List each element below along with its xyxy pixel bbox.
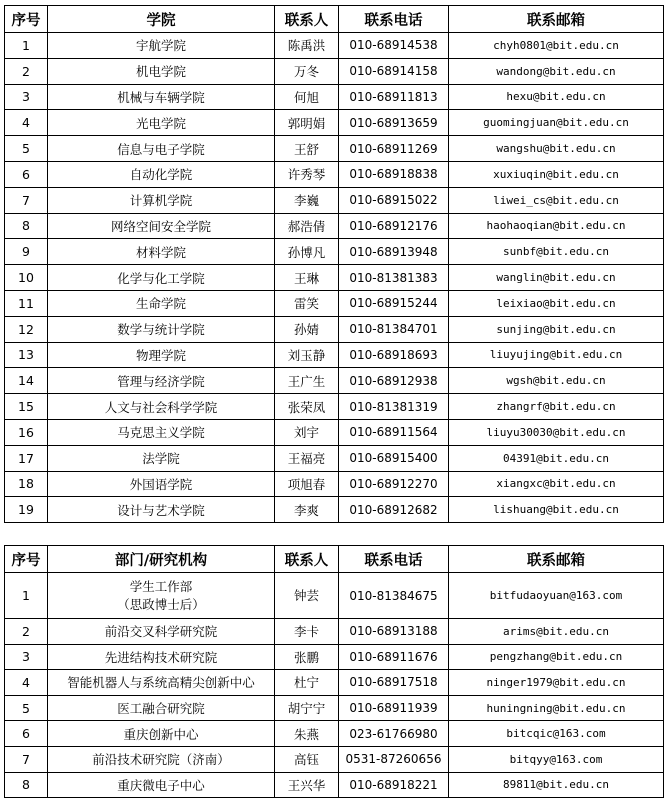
row-index: 11 [5, 290, 48, 316]
table-row [5, 136, 664, 162]
row-name: 信息与电子学院 [48, 136, 275, 162]
row-name: 医工融合研究院 [48, 695, 275, 721]
table-row [5, 187, 664, 213]
row-contact: 王舒 [275, 136, 339, 162]
header-contact: 联系人 [275, 6, 339, 33]
row-email: liuyujing@bit.edu.cn [449, 342, 664, 368]
row-email: wgsh@bit.edu.cn [449, 368, 664, 394]
row-index: 9 [5, 239, 48, 265]
row-name: 外国语学院 [48, 471, 275, 497]
row-name-line2: （思政博士后） [117, 596, 205, 612]
table-row [5, 695, 664, 721]
row-contact: 刘玉静 [275, 342, 339, 368]
row-index: 6 [5, 161, 48, 187]
row-contact: 项旭春 [275, 471, 339, 497]
header-email: 联系邮箱 [449, 6, 664, 33]
row-index: 5 [5, 695, 48, 721]
row-email: sunjing@bit.edu.cn [449, 316, 664, 342]
row-name: 机械与车辆学院 [48, 84, 275, 110]
row-contact: 朱燕 [275, 721, 339, 747]
table-row [5, 772, 664, 798]
row-contact: 郝浩倩 [275, 213, 339, 239]
row-index: 14 [5, 368, 48, 394]
colleges-contact-table [4, 5, 664, 523]
table-row [5, 213, 664, 239]
row-contact: 张荣凤 [275, 394, 339, 420]
row-phone: 023-61766980 [339, 721, 449, 747]
row-email: xuxiuqin@bit.edu.cn [449, 161, 664, 187]
row-index: 17 [5, 445, 48, 471]
row-name: 前沿技术研究院（济南） [48, 746, 275, 772]
row-name: 重庆创新中心 [48, 721, 275, 747]
row-phone: 010-68915022 [339, 187, 449, 213]
row-email: lishuang@bit.edu.cn [449, 497, 664, 523]
row-email: wanglin@bit.edu.cn [449, 265, 664, 291]
row-contact: 雷笑 [275, 290, 339, 316]
row-email: huningning@bit.edu.cn [449, 695, 664, 721]
row-name: 智能机器人与系统高精尖创新中心 [48, 670, 275, 696]
row-phone: 010-68918838 [339, 161, 449, 187]
row-index: 4 [5, 110, 48, 136]
row-phone: 010-68912176 [339, 213, 449, 239]
table-header-row [5, 6, 664, 33]
row-index: 18 [5, 471, 48, 497]
row-index: 8 [5, 772, 48, 798]
row-contact: 陈禹洪 [275, 33, 339, 59]
row-index: 1 [5, 573, 48, 619]
row-contact: 王福亮 [275, 445, 339, 471]
row-email: hexu@bit.edu.cn [449, 84, 664, 110]
row-index: 10 [5, 265, 48, 291]
row-index: 19 [5, 497, 48, 523]
row-contact: 刘宇 [275, 419, 339, 445]
table-row [5, 265, 664, 291]
row-phone: 010-68915400 [339, 445, 449, 471]
row-phone: 010-68913188 [339, 619, 449, 645]
row-index: 6 [5, 721, 48, 747]
row-index: 16 [5, 419, 48, 445]
table-row [5, 445, 664, 471]
table-row [5, 342, 664, 368]
row-phone: 010-68917518 [339, 670, 449, 696]
row-name: 数学与统计学院 [48, 316, 275, 342]
row-phone: 0531-87260656 [339, 746, 449, 772]
row-phone: 010-68913948 [339, 239, 449, 265]
table-row [5, 58, 664, 84]
row-contact: 杜宁 [275, 670, 339, 696]
row-email: chyh0801@bit.edu.cn [449, 33, 664, 59]
row-phone: 010-68911939 [339, 695, 449, 721]
row-name: 物理学院 [48, 342, 275, 368]
row-index: 1 [5, 33, 48, 59]
row-email: wangshu@bit.edu.cn [449, 136, 664, 162]
row-email: sunbf@bit.edu.cn [449, 239, 664, 265]
row-contact: 胡宁宁 [275, 695, 339, 721]
row-email: leixiao@bit.edu.cn [449, 290, 664, 316]
row-contact: 许秀琴 [275, 161, 339, 187]
row-phone: 010-68914538 [339, 33, 449, 59]
row-email: pengzhang@bit.edu.cn [449, 644, 664, 670]
row-index: 15 [5, 394, 48, 420]
row-phone: 010-68911813 [339, 84, 449, 110]
row-name: 重庆微电子中心 [48, 772, 275, 798]
table-row [5, 419, 664, 445]
row-phone: 010-68915244 [339, 290, 449, 316]
row-name: 网络空间安全学院 [48, 213, 275, 239]
row-index: 3 [5, 84, 48, 110]
row-email: haohaoqian@bit.edu.cn [449, 213, 664, 239]
header-index: 序号 [5, 546, 48, 573]
header-department: 部门/研究机构 [48, 546, 275, 573]
header-email: 联系邮箱 [449, 546, 664, 573]
header-contact: 联系人 [275, 546, 339, 573]
row-index: 3 [5, 644, 48, 670]
row-name: 先进结构技术研究院 [48, 644, 275, 670]
row-name: 设计与艺术学院 [48, 497, 275, 523]
row-name: 化学与化工学院 [48, 265, 275, 291]
table-row [5, 471, 664, 497]
row-contact: 孙婧 [275, 316, 339, 342]
table-row [5, 394, 664, 420]
row-email: xiangxc@bit.edu.cn [449, 471, 664, 497]
row-index: 7 [5, 746, 48, 772]
row-index: 5 [5, 136, 48, 162]
row-name: 材料学院 [48, 239, 275, 265]
row-index: 7 [5, 187, 48, 213]
row-contact: 王广生 [275, 368, 339, 394]
row-email: arims@bit.edu.cn [449, 619, 664, 645]
row-email: liuyu30030@bit.edu.cn [449, 419, 664, 445]
row-contact: 郭明娟 [275, 110, 339, 136]
row-contact: 王琳 [275, 265, 339, 291]
row-email: bitfudaoyuan@163.com [449, 573, 664, 619]
table-row [5, 644, 664, 670]
row-phone: 010-68911269 [339, 136, 449, 162]
row-contact: 万冬 [275, 58, 339, 84]
row-contact: 李卡 [275, 619, 339, 645]
table-header-row [5, 546, 664, 573]
row-contact: 王兴华 [275, 772, 339, 798]
header-index: 序号 [5, 6, 48, 33]
row-index: 13 [5, 342, 48, 368]
row-phone: 010-68912270 [339, 471, 449, 497]
row-name: 光电学院 [48, 110, 275, 136]
row-name: 计算机学院 [48, 187, 275, 213]
row-name: 宇航学院 [48, 33, 275, 59]
row-contact: 钟芸 [275, 573, 339, 619]
table-row [5, 161, 664, 187]
row-phone: 010-68912938 [339, 368, 449, 394]
row-email: zhangrf@bit.edu.cn [449, 394, 664, 420]
row-name: 机电学院 [48, 58, 275, 84]
row-phone: 010-68918693 [339, 342, 449, 368]
table-row [5, 110, 664, 136]
row-name: 法学院 [48, 445, 275, 471]
table-row [5, 316, 664, 342]
table-row [5, 619, 664, 645]
row-email: 04391@bit.edu.cn [449, 445, 664, 471]
table-row [5, 368, 664, 394]
row-name: 管理与经济学院 [48, 368, 275, 394]
row-phone: 010-68914158 [339, 58, 449, 84]
row-phone: 010-81384701 [339, 316, 449, 342]
row-name: 前沿交叉科学研究院 [48, 619, 275, 645]
table-row [5, 670, 664, 696]
row-contact: 李爽 [275, 497, 339, 523]
row-email: ninger1979@bit.edu.cn [449, 670, 664, 696]
row-email: 89811@bit.edu.cn [449, 772, 664, 798]
row-name-line1: 学生工作部 [129, 578, 193, 594]
row-phone: 010-68911676 [339, 644, 449, 670]
row-email: bitqyy@163.com [449, 746, 664, 772]
row-phone: 010-81381383 [339, 265, 449, 291]
row-index: 4 [5, 670, 48, 696]
row-email: guomingjuan@bit.edu.cn [449, 110, 664, 136]
row-phone: 010-68918221 [339, 772, 449, 798]
row-name: 自动化学院 [48, 161, 275, 187]
row-contact: 孙博凡 [275, 239, 339, 265]
row-name: 人文与社会科学学院 [48, 394, 275, 420]
row-phone: 010-68913659 [339, 110, 449, 136]
row-contact: 李巍 [275, 187, 339, 213]
row-name: 生命学院 [48, 290, 275, 316]
table-row [5, 573, 664, 619]
row-index: 12 [5, 316, 48, 342]
header-phone: 联系电话 [339, 546, 449, 573]
table-row [5, 290, 664, 316]
row-phone: 010-81384675 [339, 573, 449, 619]
row-contact: 高钰 [275, 746, 339, 772]
row-email: liwei_cs@bit.edu.cn [449, 187, 664, 213]
row-index: 2 [5, 619, 48, 645]
table-row [5, 497, 664, 523]
row-phone: 010-68912682 [339, 497, 449, 523]
table-row [5, 239, 664, 265]
row-phone: 010-68911564 [339, 419, 449, 445]
table-row [5, 746, 664, 772]
row-phone: 010-81381319 [339, 394, 449, 420]
row-contact: 张鹏 [275, 644, 339, 670]
table-row [5, 33, 664, 59]
row-name: 马克思主义学院 [48, 419, 275, 445]
header-phone: 联系电话 [339, 6, 449, 33]
institutes-contact-table [4, 545, 664, 798]
row-index: 8 [5, 213, 48, 239]
row-index: 2 [5, 58, 48, 84]
row-email: wandong@bit.edu.cn [449, 58, 664, 84]
table-row [5, 721, 664, 747]
header-college: 学院 [48, 6, 275, 33]
row-contact: 何旭 [275, 84, 339, 110]
row-email: bitcqic@163.com [449, 721, 664, 747]
row-name [48, 573, 275, 619]
table-row [5, 84, 664, 110]
